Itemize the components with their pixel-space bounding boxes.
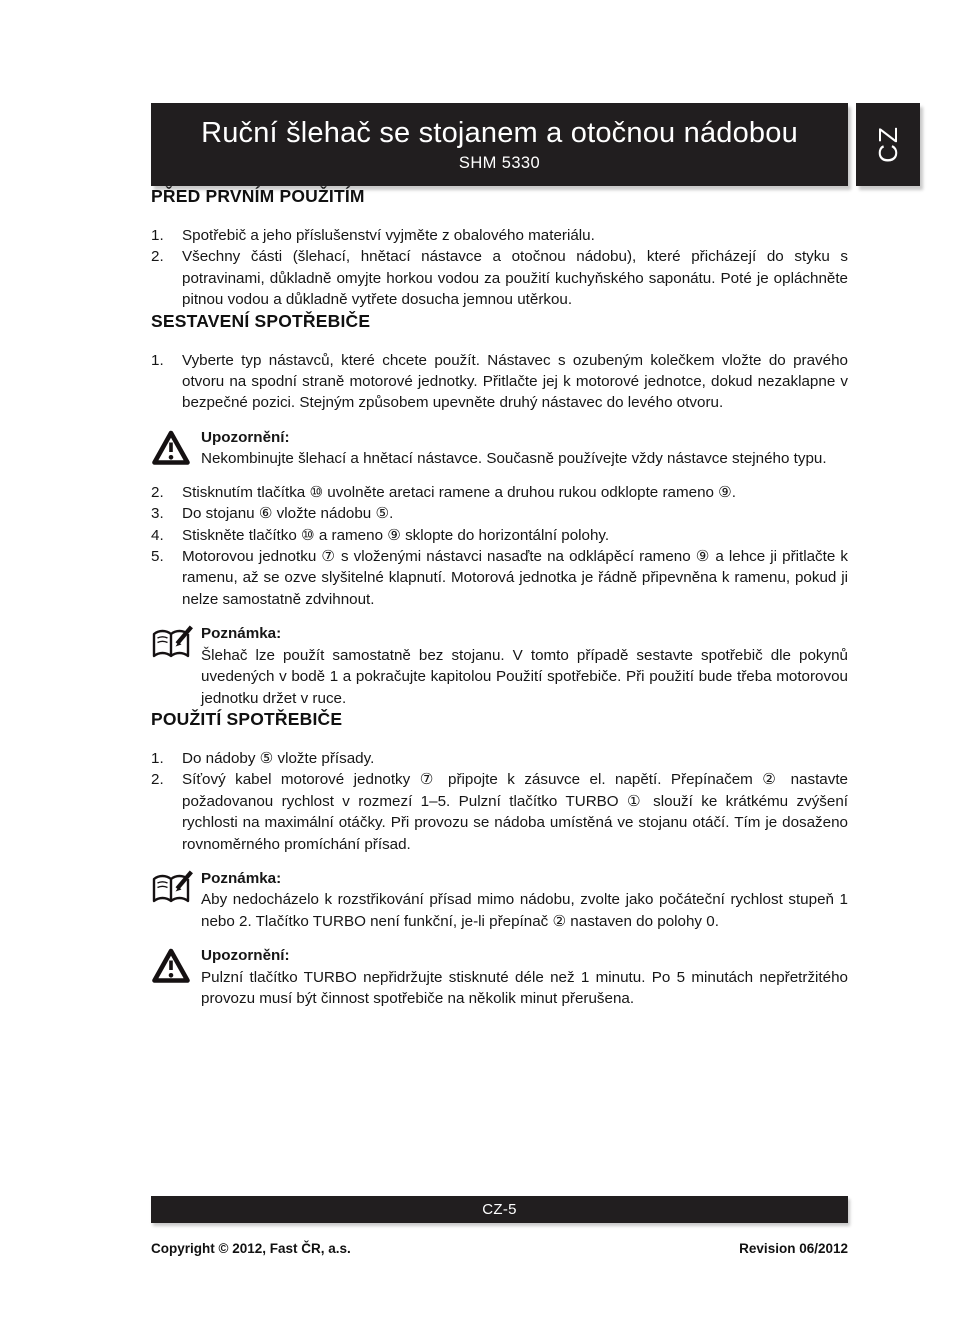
- open-book-pencil-icon: [151, 868, 191, 932]
- warning-text: Nekombinujte šlehací a hnětací nástavce. Současně používejte vždy nástavce stejného typu.: [201, 450, 827, 468]
- warning-triangle-icon: [151, 945, 191, 1009]
- revision-text: Revision 06/2012: [739, 1241, 848, 1256]
- note-content: [201, 868, 848, 932]
- warning-text: Pulzní tlačítko TURBO nepřidržujte stisknuté déle než 1 minutu. Po 5 minutách nepřetržitého provozu musí být činnost spotřebiče na několik minut přerušena.: [201, 968, 848, 1007]
- model-number: SHM 5330: [458, 153, 541, 172]
- open-book-pencil-icon: [151, 623, 191, 709]
- warning-content: [201, 945, 848, 1009]
- header-banner: [151, 103, 848, 186]
- warning-triangle-icon: [151, 427, 191, 471]
- list-item-number: 1.: [151, 749, 164, 767]
- list-item: [151, 482, 848, 503]
- list-item-text: Vyberte typ nástavců, které chcete použít. Nástavec s ozubeným kolečkem vložte do pravého otvoru na spodní straně motorové jednotky. Přitlačte jej k motorové jednotce, dokud nezaklapne v bezpečné pozici. Stejným způsobem upevněte druhý nástavec do levého otvoru.: [182, 351, 848, 412]
- list-item-number: 4.: [151, 526, 164, 544]
- note-label: Poznámka:: [201, 869, 282, 887]
- list-item-text: Stisknutím tlačítka ⑩ uvolněte aretaci ramene a druhou rukou odklopte rameno ⑨.: [182, 483, 737, 501]
- page-number-label: CZ-5: [482, 1201, 517, 1218]
- list-item-text: Do stojanu ⑥ vložte nádobu ⑤.: [182, 505, 394, 523]
- note-block: [151, 623, 848, 709]
- list-item: [151, 246, 848, 310]
- warning-content: [201, 427, 848, 471]
- language-tab: [856, 103, 920, 186]
- list-item-text: Motorovou jednotku ⑦ s vloženými nástavci nasaďte na odklápěcí rameno ⑨ a lehce ji přitlačte k ramenu, až se ozve slyšitelné klapnutí. Motorová jednotka je řádně připevněna k ramenu, pokud ji nelze samostatně zdvihnout.: [182, 548, 848, 608]
- list-item-number: 5.: [151, 548, 164, 566]
- warning-block: [151, 427, 848, 471]
- copyright-text: Copyright © 2012, Fast ČR, a.s.: [151, 1241, 351, 1256]
- header: [151, 103, 920, 186]
- section-heading-assembly: SESTAVENÍ SPOTŘEBIČE: [151, 310, 371, 331]
- list-item-number: 1.: [151, 227, 164, 244]
- warning-label: Upozornění:: [201, 947, 290, 965]
- list-item-number: 3.: [151, 505, 164, 523]
- numbered-list: [151, 350, 848, 414]
- list-item-text: Všechny části (šlehací, hnětací nástavce a otočnou nádobu), které přicházejí do styku s potravinami, důkladně omyjte horkou vodou za použití kuchyňského saponátu. Poté je opláchněte pitnou vodou a důkladně vytřete dosucha jemnou utěrkou.: [182, 248, 848, 309]
- list-item-text: Stiskněte tlačítko ⑩ a rameno ⑨ sklopte do horizontální polohy.: [182, 526, 610, 544]
- numbered-list: [151, 482, 848, 610]
- warning-label: Upozornění:: [201, 428, 290, 446]
- list-item: [151, 769, 848, 855]
- list-item: [151, 350, 848, 414]
- language-tab-label: CZ: [872, 126, 903, 163]
- list-item: [151, 748, 848, 769]
- list-item-number: 1.: [151, 351, 164, 369]
- page-content: [151, 186, 848, 1009]
- list-item-text: Síťový kabel motorové jednotky ⑦ připojte k zásuvce el. napětí. Přepínačem ② nastavte požadovanou rychlost v rozmezí 1–5. Pulzní tlačítko TURBO ① slouží ke krátkému zvýšení rychlosti na maximální otáčky. Při provozu se nádoba umístěná ve stojanu otáčí. Tím je dosaženo rovnoměrného promíchání přísad.: [182, 771, 848, 853]
- note-text: Aby nedocházelo k rozstřikování přísad mimo nádobu, zvolte jako počáteční rychlost stupeň 1 nebo 2. Tlačítko TURBO není funkční, je-li přepínač ② nastaven do polohy 0.: [201, 891, 848, 930]
- footer-meta: [151, 1241, 848, 1256]
- note-text: Šlehač lze použít samostatně bez stojanu. V tomto případě sestavte spotřebič dle pokynů uvedených v bodě 1 a pokračujte kapitolou Použití spotřebiče. Při použití bude třeba motorovou jednotku držet v ruce.: [201, 646, 848, 707]
- list-item-number: 2.: [151, 771, 164, 789]
- page-number-bar: [151, 1196, 848, 1223]
- warning-block: [151, 945, 848, 1009]
- numbered-list: [151, 748, 848, 855]
- list-item: [151, 546, 848, 610]
- numbered-list: [151, 225, 848, 311]
- page-title: Ruční šlehač se stojanem a otočnou nádobou: [201, 116, 798, 149]
- section-heading-before-first-use: PŘED PRVNÍM POUŽITÍM: [151, 186, 365, 206]
- list-item-text: Do nádoby ⑤ vložte přísady.: [182, 749, 375, 767]
- note-content: [201, 623, 848, 709]
- section-heading-use: POUŽITÍ SPOTŘEBIČE: [151, 708, 343, 729]
- list-item-number: 2.: [151, 483, 164, 501]
- list-item: [151, 503, 848, 524]
- list-item: [151, 225, 848, 246]
- list-item-text: Spotřebič a jeho příslušenství vyjměte z obalového materiálu.: [182, 227, 595, 244]
- list-item-number: 2.: [151, 248, 164, 266]
- note-block: [151, 868, 848, 932]
- note-label: Poznámka:: [201, 625, 282, 643]
- list-item: [151, 525, 848, 546]
